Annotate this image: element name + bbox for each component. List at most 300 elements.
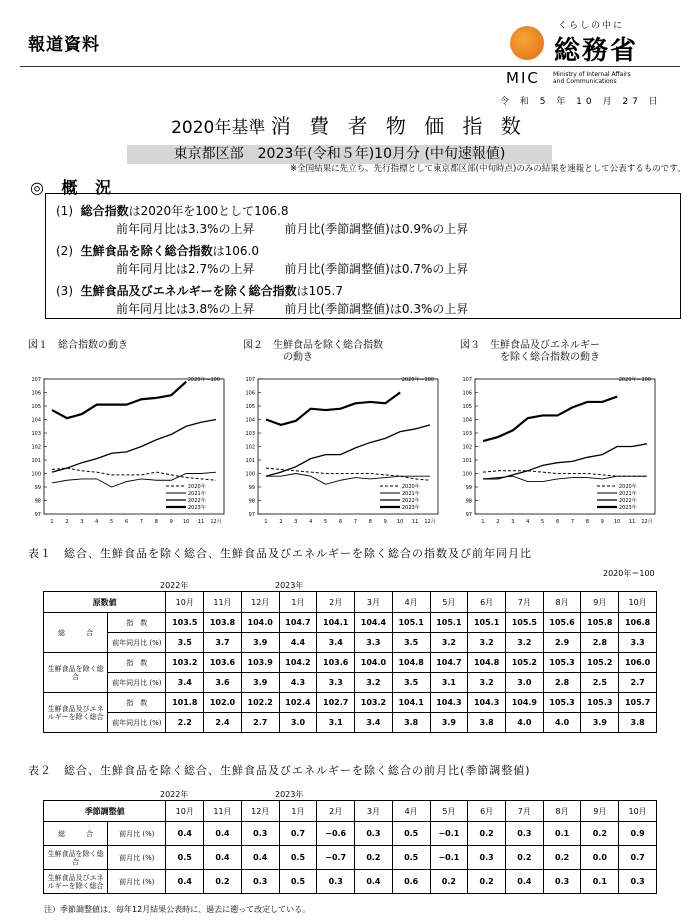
y-tick-label: 105: [245, 404, 255, 410]
value-cell: 106.8: [619, 613, 657, 633]
series-line-2020年: [483, 471, 647, 476]
overview-item-1: (1) 総合指数は2020年を100として106.8: [56, 204, 289, 218]
value-cell: 0.2: [543, 846, 581, 870]
month-header: 12月: [241, 801, 279, 822]
value-cell: 105.7: [619, 693, 657, 713]
x-tick-label: 2: [65, 519, 69, 525]
month-header: 5月: [430, 592, 468, 613]
value-cell: 3.9: [241, 673, 279, 693]
month-header: 10月: [166, 592, 204, 613]
figure-2-caption: 図２ 生鮮食品を除く総合指数 の動き: [243, 340, 383, 363]
mic-fullname: Ministry of Internal Affairs and Communications: [553, 71, 631, 85]
y-tick-label: 97: [248, 512, 255, 518]
month-header: 4月: [392, 801, 430, 822]
x-tick-label: 6: [124, 519, 129, 525]
value-cell: 3.2: [430, 633, 468, 653]
row-label: 指 数: [108, 653, 166, 673]
figure-3-caption: 図３ 生鮮食品及びエネルギー を除く総合指数の動き: [460, 340, 600, 363]
legend-label: 2022年: [188, 498, 206, 504]
x-tick-label: 12月: [210, 519, 222, 525]
value-cell: 103.6: [317, 653, 355, 673]
y-tick-label: 107: [245, 377, 255, 383]
value-cell: 0.3: [317, 870, 355, 894]
x-tick-label: 10: [613, 519, 621, 525]
value-cell: 3.5: [392, 633, 430, 653]
value-cell: 3.8: [392, 713, 430, 733]
y-tick-label: 99: [248, 485, 255, 491]
table-2-footnote: 注）季節調整値は、毎年12月結果公表時に、過去に遡って改定している。: [44, 905, 311, 914]
press-release-label: 報道資料: [28, 35, 100, 55]
row-label: 前月比 (%): [108, 822, 166, 846]
month-header: 2月: [317, 592, 355, 613]
x-tick-label: 1: [264, 519, 268, 525]
table-2: [43, 800, 657, 894]
value-cell: 4.4: [279, 633, 317, 653]
x-tick-label: 10: [182, 519, 190, 525]
x-tick-label: 9: [600, 519, 604, 525]
x-tick-label: 4: [95, 519, 99, 525]
y-tick-label: 103: [462, 431, 472, 437]
y-tick-label: 98: [248, 498, 255, 505]
value-cell: 104.3: [468, 693, 506, 713]
y-tick-label: 106: [245, 390, 255, 397]
overview-item-2-detail: 前年同月比は2.7%の上昇 前月比(季節調整値)は0.7%の上昇: [116, 262, 469, 276]
chart-1: [24, 371, 234, 531]
value-cell: 104.9: [505, 693, 543, 713]
x-tick-label: 6: [555, 519, 560, 525]
value-cell: 3.8: [619, 713, 657, 733]
value-cell: 0.3: [355, 822, 393, 846]
value-cell: 2.4: [204, 713, 242, 733]
table-header-row: [44, 592, 657, 613]
mic-abbr: MIC: [506, 69, 540, 87]
x-tick-label: 12月: [641, 519, 653, 525]
series-line-2020年: [52, 468, 216, 480]
value-cell: 0.2: [355, 846, 393, 870]
y-tick-label: 102: [245, 444, 255, 451]
x-tick-label: 3: [511, 519, 515, 525]
value-cell: 105.5: [505, 613, 543, 633]
y-tick-label: 107: [31, 377, 41, 383]
y-tick-label: 102: [31, 444, 41, 451]
value-cell: −0.7: [317, 846, 355, 870]
month-header: 7月: [505, 801, 543, 822]
x-tick-label: 2: [496, 519, 500, 525]
value-cell: 102.7: [317, 693, 355, 713]
table-corner-header: 季節調整値: [44, 801, 166, 822]
value-cell: 3.1: [317, 713, 355, 733]
x-tick-label: 4: [526, 519, 530, 525]
value-cell: 0.3: [619, 870, 657, 894]
value-cell: 0.2: [204, 870, 242, 894]
value-cell: 0.5: [392, 846, 430, 870]
value-cell: 3.5: [166, 633, 204, 653]
table-row: [44, 633, 657, 653]
value-cell: 0.4: [166, 870, 204, 894]
row-group-label: 生鮮食品及びエネルギーを除く総合: [44, 693, 108, 733]
row-group-label: 生鮮食品及びエネルギーを除く総合: [44, 870, 108, 894]
value-cell: 0.1: [543, 822, 581, 846]
value-cell: 3.9: [430, 713, 468, 733]
value-cell: 106.0: [619, 653, 657, 673]
series-line-2022年: [266, 425, 430, 476]
month-header: 3月: [355, 592, 393, 613]
x-tick-label: 5: [541, 519, 545, 525]
month-header: 8月: [543, 801, 581, 822]
legend-label: 2021年: [402, 491, 420, 497]
y-tick-label: 106: [31, 390, 41, 397]
value-cell: 103.2: [355, 693, 393, 713]
x-tick-label: 6: [338, 519, 343, 525]
series-line-2023年: [266, 393, 400, 425]
x-tick-label: 8: [368, 519, 372, 525]
value-cell: 104.8: [468, 653, 506, 673]
value-cell: 3.9: [581, 713, 619, 733]
month-header: 1月: [279, 592, 317, 613]
value-cell: 2.7: [241, 713, 279, 733]
y-tick-label: 101: [31, 458, 41, 464]
x-tick-label: 5: [110, 519, 114, 525]
value-cell: 0.7: [279, 822, 317, 846]
value-cell: 104.7: [279, 613, 317, 633]
month-header: 1月: [279, 801, 317, 822]
value-cell: 2.5: [581, 673, 619, 693]
value-cell: 0.9: [619, 822, 657, 846]
month-header: 6月: [468, 801, 506, 822]
x-tick-label: 11: [628, 519, 636, 525]
value-cell: −0.6: [317, 822, 355, 846]
table-row: [44, 822, 657, 846]
x-tick-label: 9: [383, 519, 387, 525]
y-tick-label: 97: [34, 512, 41, 518]
value-cell: 103.6: [204, 653, 242, 673]
preliminary-note: ※全国結果に先立ち、先行指標として東京都区部(中旬時点)のみの結果を速報として公表するものです。: [290, 164, 686, 174]
x-tick-label: 3: [80, 519, 84, 525]
value-cell: 3.3: [317, 673, 355, 693]
mic-logo: [510, 18, 680, 66]
row-group-label: 総 合: [44, 613, 108, 653]
header-divider: [20, 66, 680, 67]
table-row: [44, 653, 657, 673]
legend-label: 2021年: [619, 491, 637, 497]
value-cell: 4.0: [543, 713, 581, 733]
y-tick-label: 101: [462, 458, 472, 464]
y-tick-label: 104: [245, 417, 255, 424]
month-header: 5月: [430, 801, 468, 822]
value-cell: 101.8: [166, 693, 204, 713]
legend-label: 2023年: [402, 505, 420, 511]
value-cell: 0.2: [430, 870, 468, 894]
value-cell: 0.4: [204, 822, 242, 846]
value-cell: 102.0: [204, 693, 242, 713]
table-1-base: 2020年＝100: [603, 569, 655, 578]
table-1-year-2022: 2022年: [160, 581, 189, 590]
y-tick-label: 100: [31, 471, 41, 478]
logo-tagline: くらしの中に: [558, 21, 625, 31]
value-cell: 0.3: [505, 822, 543, 846]
value-cell: 2.8: [581, 633, 619, 653]
month-header: 10月: [619, 592, 657, 613]
value-cell: 102.4: [279, 693, 317, 713]
value-cell: 105.3: [581, 693, 619, 713]
value-cell: 0.3: [241, 870, 279, 894]
legend-label: 2022年: [402, 498, 420, 504]
value-cell: 3.1: [430, 673, 468, 693]
value-cell: 105.2: [581, 653, 619, 673]
row-label: 前月比 (%): [108, 846, 166, 870]
x-tick-label: 3: [294, 519, 298, 525]
title-prefix: 2020年基準: [171, 118, 266, 138]
value-cell: 0.7: [619, 846, 657, 870]
x-tick-label: 12月: [424, 519, 436, 525]
y-tick-label: 103: [31, 431, 41, 437]
title-main: 消 費 者 物 価 指 数: [270, 114, 527, 138]
row-label: 前月比 (%): [108, 870, 166, 894]
series-line-2023年: [52, 382, 186, 418]
row-group-label: 総 合: [44, 822, 108, 846]
overview-item-3: (3) 生鮮食品及びエネルギーを除く総合指数は105.7: [56, 284, 344, 298]
value-cell: 0.2: [581, 822, 619, 846]
chart-base-label: 2020年＝100: [187, 377, 220, 383]
table-row: [44, 870, 657, 894]
value-cell: 104.4: [355, 613, 393, 633]
value-cell: 3.3: [619, 633, 657, 653]
x-tick-label: 2: [279, 519, 283, 525]
y-tick-label: 98: [465, 498, 472, 505]
value-cell: 2.2: [166, 713, 204, 733]
page-subtitle: 東京都区部 2023年(令和５年)10月分 (中旬速報値): [127, 145, 552, 164]
value-cell: 3.4: [355, 713, 393, 733]
legend-label: 2020年: [402, 484, 420, 490]
value-cell: 3.8: [468, 713, 506, 733]
value-cell: 3.2: [468, 633, 506, 653]
chart-base-label: 2020年＝100: [618, 377, 651, 383]
y-tick-label: 104: [31, 417, 41, 424]
row-label: 前年同月比 (%): [108, 673, 166, 693]
month-header: 2月: [317, 801, 355, 822]
value-cell: 105.1: [392, 613, 430, 633]
series-line-2023年: [483, 397, 617, 442]
row-group-label: 生鮮食品を除く総合: [44, 653, 108, 693]
month-header: 9月: [581, 801, 619, 822]
table-row: [44, 673, 657, 693]
value-cell: −0.1: [430, 846, 468, 870]
value-cell: 0.4: [241, 846, 279, 870]
value-cell: 0.4: [505, 870, 543, 894]
value-cell: 0.2: [468, 870, 506, 894]
table-2-year-2022: 2022年: [160, 790, 189, 799]
value-cell: 105.2: [505, 653, 543, 673]
y-tick-label: 97: [465, 512, 472, 518]
x-tick-label: 1: [481, 519, 485, 525]
y-tick-label: 99: [465, 485, 472, 491]
value-cell: 3.2: [505, 633, 543, 653]
x-tick-label: 8: [585, 519, 589, 525]
month-header: 10月: [619, 801, 657, 822]
value-cell: 0.4: [355, 870, 393, 894]
table-row: [44, 693, 657, 713]
value-cell: 104.8: [392, 653, 430, 673]
value-cell: 2.7: [619, 673, 657, 693]
value-cell: 3.0: [505, 673, 543, 693]
value-cell: 104.1: [317, 613, 355, 633]
value-cell: 0.5: [279, 846, 317, 870]
value-cell: 2.9: [543, 633, 581, 653]
value-cell: 0.3: [468, 846, 506, 870]
x-tick-label: 11: [197, 519, 205, 525]
table-1-caption: 表１ 総合、生鮮食品を除く総合、生鮮食品及びエネルギーを除く総合の指数及び前年同月比: [28, 547, 532, 560]
y-tick-label: 98: [34, 498, 41, 505]
month-header: 8月: [543, 592, 581, 613]
row-label: 前年同月比 (%): [108, 633, 166, 653]
value-cell: 3.6: [204, 673, 242, 693]
x-tick-label: 4: [309, 519, 313, 525]
table-corner-header: 原数値: [44, 592, 166, 613]
table-2-year-2023: 2023年: [275, 790, 304, 799]
logo-name: 総務省: [554, 36, 639, 66]
value-cell: 3.3: [355, 633, 393, 653]
page-title: [0, 110, 698, 139]
legend-label: 2023年: [619, 505, 637, 511]
y-tick-label: 105: [462, 404, 472, 410]
y-tick-label: 105: [31, 404, 41, 410]
value-cell: 103.8: [204, 613, 242, 633]
legend-label: 2023年: [188, 505, 206, 511]
row-label: 指 数: [108, 613, 166, 633]
table-row: [44, 613, 657, 633]
overview-item-1-detail: 前年同月比は3.3%の上昇 前月比(季節調整値)は0.9%の上昇: [116, 222, 469, 236]
value-cell: 0.2: [505, 846, 543, 870]
chart-2: [238, 371, 448, 531]
y-tick-label: 107: [462, 377, 472, 383]
value-cell: 3.0: [279, 713, 317, 733]
value-cell: 0.1: [581, 870, 619, 894]
value-cell: 0.3: [241, 822, 279, 846]
y-tick-label: 106: [462, 390, 472, 397]
month-header: 12月: [241, 592, 279, 613]
value-cell: 3.5: [392, 673, 430, 693]
overview-item-2: (2) 生鮮食品を除く総合指数は106.0: [56, 244, 260, 258]
value-cell: 0.3: [543, 870, 581, 894]
value-cell: 104.7: [430, 653, 468, 673]
series-line-2021年: [483, 476, 647, 481]
row-label: 指 数: [108, 693, 166, 713]
value-cell: 3.2: [468, 673, 506, 693]
x-tick-label: 11: [411, 519, 419, 525]
value-cell: 2.8: [543, 673, 581, 693]
value-cell: 4.0: [505, 713, 543, 733]
value-cell: 3.9: [241, 633, 279, 653]
table-header-row: [44, 801, 657, 822]
month-header: 6月: [468, 592, 506, 613]
value-cell: 3.2: [355, 673, 393, 693]
value-cell: 104.0: [241, 613, 279, 633]
value-cell: 0.0: [581, 846, 619, 870]
month-header: 7月: [505, 592, 543, 613]
release-date: 令 和 5 年 10 月 27 日: [500, 97, 662, 107]
value-cell: 103.2: [166, 653, 204, 673]
x-tick-label: 8: [154, 519, 158, 525]
y-tick-label: 104: [462, 417, 472, 424]
overview-item-3-detail: 前年同月比は3.8%の上昇 前月比(季節調整値)は0.3%の上昇: [116, 302, 469, 316]
table-1: [43, 591, 657, 733]
value-cell: 3.4: [166, 673, 204, 693]
y-tick-label: 103: [245, 431, 255, 437]
legend-label: 2021年: [188, 491, 206, 497]
value-cell: 0.2: [468, 822, 506, 846]
month-header: 11月: [204, 801, 242, 822]
value-cell: 0.5: [392, 822, 430, 846]
value-cell: 105.6: [543, 613, 581, 633]
value-cell: −0.1: [430, 822, 468, 846]
y-tick-label: 99: [34, 485, 41, 491]
value-cell: 4.3: [279, 673, 317, 693]
x-tick-label: 5: [324, 519, 328, 525]
month-header: 3月: [355, 801, 393, 822]
chart-3: [455, 371, 665, 531]
x-tick-label: 10: [396, 519, 404, 525]
month-header: 11月: [204, 592, 242, 613]
value-cell: 104.1: [392, 693, 430, 713]
value-cell: 105.1: [468, 613, 506, 633]
x-tick-label: 1: [50, 519, 54, 525]
value-cell: 104.2: [279, 653, 317, 673]
value-cell: 103.5: [166, 613, 204, 633]
table-row: [44, 713, 657, 733]
x-tick-label: 7: [353, 519, 358, 525]
x-tick-label: 9: [169, 519, 173, 525]
row-group-label: 生鮮食品を除く総合: [44, 846, 108, 870]
value-cell: 0.5: [279, 870, 317, 894]
table-row: [44, 846, 657, 870]
value-cell: 103.9: [241, 653, 279, 673]
value-cell: 0.4: [204, 846, 242, 870]
series-line-2021年: [266, 474, 430, 485]
overview-heading: ◎ 概 況: [30, 178, 118, 197]
value-cell: 105.3: [543, 653, 581, 673]
legend-label: 2020年: [188, 484, 206, 490]
month-header: 4月: [392, 592, 430, 613]
value-cell: 105.8: [581, 613, 619, 633]
value-cell: 105.1: [430, 613, 468, 633]
series-line-2022年: [52, 420, 216, 473]
overview-box: [45, 193, 681, 319]
value-cell: 104.0: [355, 653, 393, 673]
value-cell: 3.7: [204, 633, 242, 653]
legend-label: 2020年: [619, 484, 637, 490]
month-header: 10月: [166, 801, 204, 822]
legend-label: 2022年: [619, 498, 637, 504]
y-tick-label: 102: [462, 444, 472, 451]
row-label: 前年同月比 (%): [108, 713, 166, 733]
value-cell: 104.3: [430, 693, 468, 713]
x-tick-label: 7: [139, 519, 144, 525]
value-cell: 3.4: [317, 633, 355, 653]
y-tick-label: 100: [462, 471, 472, 478]
table-1-year-2023: 2023年: [275, 581, 304, 590]
x-tick-label: 7: [570, 519, 575, 525]
value-cell: 102.2: [241, 693, 279, 713]
y-tick-label: 100: [245, 471, 255, 478]
month-header: 9月: [581, 592, 619, 613]
value-cell: 0.5: [166, 846, 204, 870]
figure-1-caption: 図１ 総合指数の動き: [28, 340, 128, 351]
value-cell: 105.3: [543, 693, 581, 713]
table-2-caption: 表２ 総合、生鮮食品を除く総合、生鮮食品及びエネルギーを除く総合の前月比(季節調整値): [28, 764, 531, 777]
value-cell: 0.6: [392, 870, 430, 894]
value-cell: 0.4: [166, 822, 204, 846]
logo-mark-icon: [510, 26, 544, 60]
